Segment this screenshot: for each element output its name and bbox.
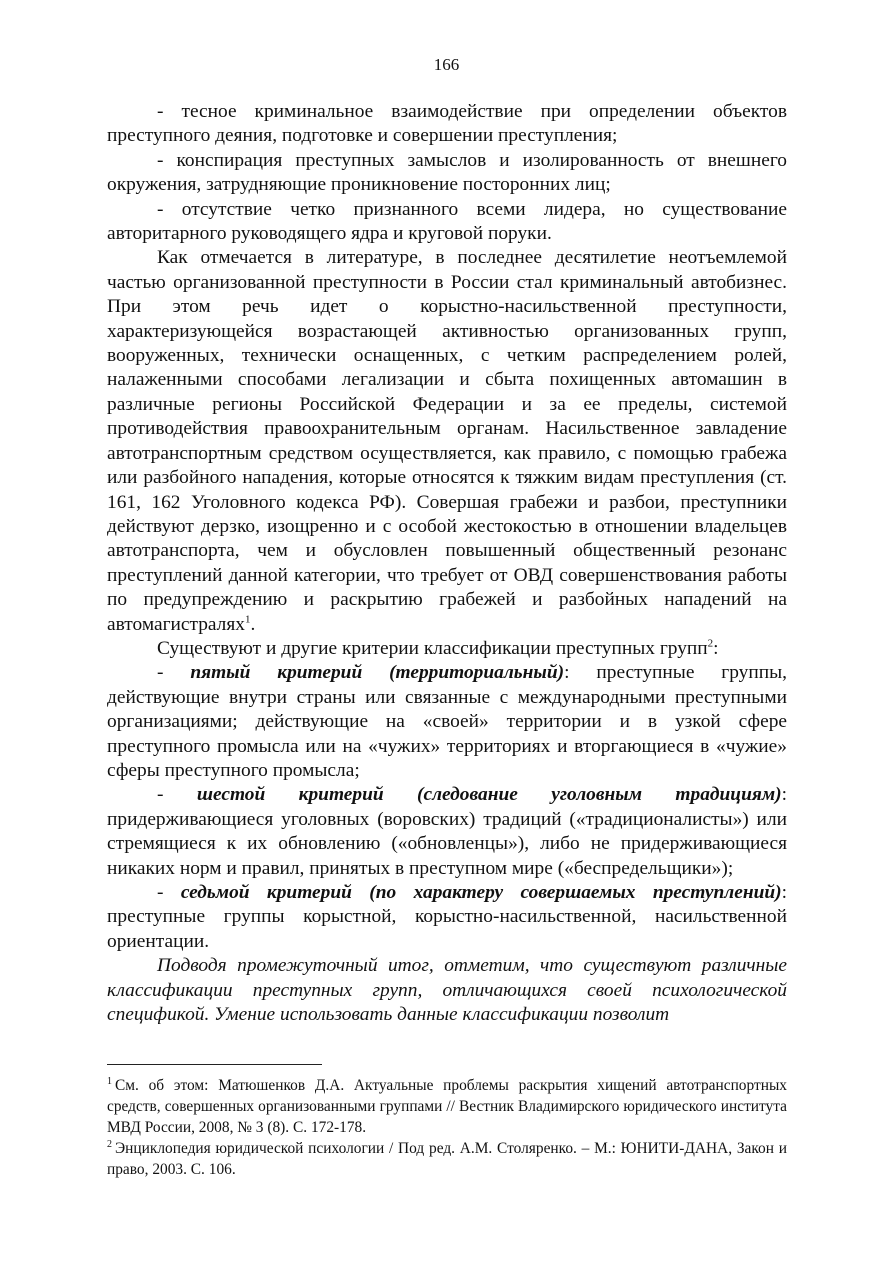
list-item-conspiracy: - конспирация преступных замыслов и изолированность от внешнего окружения, затрудняющие проникновение посторонних лиц; [107, 149, 787, 196]
criterion-seventh: - седьмой критерий (по характеру совершаемых преступлений): преступные группы корыстной, корыстно-насильственной, насильственной ориентации. [107, 882, 787, 952]
paragraph-summary: Подводя промежуточный итог, отметим, что существуют различные классификации преступных групп, отличающихся своей психологической спецификой. Умение использовать данные классификации позволит [107, 955, 787, 1026]
footnote-2: $^2$ Энциклопедия юридической психологии / Под ред. А.М. Столяренко. – М.: ЮНИТИ-ДАНА, Закон и право, 2003. С. 106. [107, 1138, 787, 1178]
footnotes [107, 1075, 787, 1180]
criterion-label: шестой критерий (следование уголовным традициям) [196, 784, 782, 806]
footnote-ref-2[interactable]: 2 [707, 637, 714, 650]
criterion-fifth: - пятый критерий (территориальный): преступные группы, действующие внутри страны или связанные с международными преступными организациями; действующие на «своей» территории и в узкой сфере преступного промысла или на «чужих» территориях и вторгающиеся в «чужие» сферы преступного промысла; [107, 662, 787, 781]
body-text [107, 100, 787, 1027]
footnote-1: $^1$ См. об этом: Матюшенков Д.А. Актуальные проблемы раскрытия хищений автотранспортных средств, совершенных организованными группами // Вестник Владимирского юридического института МВД России, 2008, № 3 (8). С. 172-178. [107, 1075, 787, 1136]
footnote-mark: 1 [107, 1075, 112, 1087]
footnote-ref-1[interactable]: 1 [244, 613, 251, 626]
page-number: 166 [433, 55, 460, 74]
footnote-divider [107, 1064, 322, 1065]
list-item-leadership: - отсутствие четко признанного всеми лидера, но существование авторитарного руководящего ядра и круговой поруки. [107, 198, 787, 245]
criterion-sixth: - шестой критерий (следование уголовным традициям): придерживающиеся уголовных (воровских) традиций («традиционалисты») или стремящиеся к их обновлению («обновленцы»), либо не придерживающиеся никаких норм и правил, принятых в преступном мире («беспредельщики»); [107, 784, 787, 879]
paragraph-auto-business: Как отмечается в литературе, в последнее десятилетие неотъемлемой частью организованной преступности в России стал криминальный автобизнес. При этом речь идет о корыстно-насильственной преступности, характеризующейся возрастающей активностью организованных групп, вооруженных, технически оснащенных, с четким распределением ролей, налаженными способами легализации и сбыта похищенных автомашин в различные регионы Российской Федерации и за ее пределы, системой противодействия правоохранительным органам. Насильственное завладение автотранспортным средством осуществляется, как правило, с помощью грабежа или разбойного нападения, которые относятся к тяжким видам преступления (ст. 161, 162 Уголовного кодекса РФ). Совершая грабежи и разбои, преступники действуют дерзко, изощренно и с особой жестокостью в отношении владельцев автотранспорта, чем и обусловлен повышенный общественный резонанс преступлений данной категории, что требует от ОВД совершенствования работы по предупреждению и раскрытию грабежей и разбойных нападений на автомагистралях$^1$. [107, 247, 787, 635]
criterion-label: седьмой критерий (по характеру совершаемых преступлений) [180, 882, 782, 903]
criterion-label: пятый критерий (территориальный) [190, 662, 565, 684]
footnote-mark: 2 [107, 1138, 112, 1150]
paragraph-other-criteria: Существуют и другие критерии классификации преступных групп$^2$: [157, 637, 719, 659]
list-item-interaction: - тесное криминальное взаимодействие при определении объектов преступного деяния, подготовке и совершении преступления; [107, 101, 787, 147]
